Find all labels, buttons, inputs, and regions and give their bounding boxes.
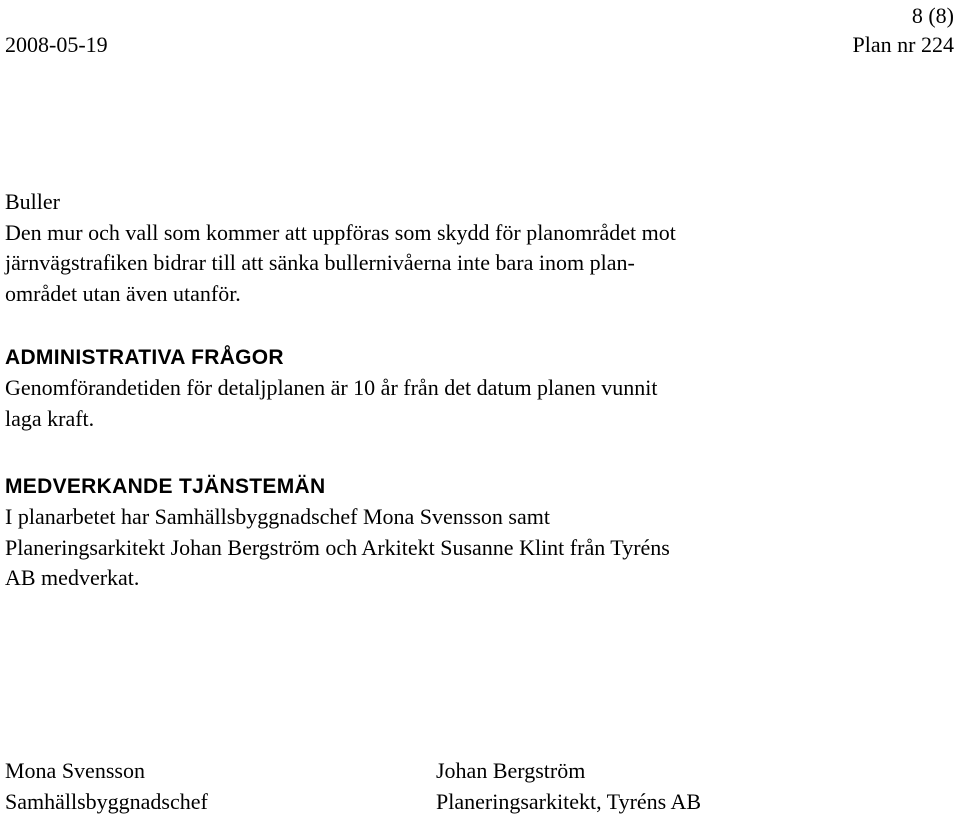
- section-administrativa: [5, 343, 955, 434]
- plan-number: Plan nr 224: [852, 32, 954, 57]
- signature-title: Planeringsarkitekt, Tyréns AB: [436, 788, 702, 814]
- signature-block-left: [5, 756, 208, 817]
- signature-name: Mona Svensson: [5, 758, 145, 783]
- section-body-buller: [5, 218, 955, 310]
- body-line: Planeringsarkitekt Johan Bergström och Arkitekt Susanne Klint från Tyréns: [5, 534, 670, 560]
- body-line: I planarbetet har Samhällsbyggnadschef Mona Svensson samt: [5, 504, 550, 529]
- body-line: Genomförandetiden för detaljplanen är 10 år från det datum planen vunnit: [5, 375, 658, 400]
- body-line: järnvägstrafiken bidrar till att sänka bullernivåerna inte bara inom plan-: [5, 250, 635, 275]
- section-heading-administrativa: ADMINISTRATIVA FRÅGOR: [5, 346, 284, 369]
- signature-block-right: [436, 756, 701, 817]
- section-heading-medverkande: MEDVERKANDE TJÄNSTEMÄN: [5, 475, 326, 498]
- section-medverkande: [5, 472, 955, 594]
- document-date: 2008-05-19: [5, 32, 108, 57]
- section-buller: [5, 187, 955, 309]
- body-line: AB medverkat.: [5, 565, 140, 590]
- signature-name: Johan Bergström: [436, 758, 586, 783]
- section-body-medverkande: [5, 502, 955, 594]
- page-number: 8 (8): [911, 3, 954, 28]
- section-body-administrativa: [5, 373, 955, 434]
- body-line: Den mur och vall som kommer att uppföras som skydd för planområdet mot: [5, 219, 676, 245]
- body-line: laga kraft.: [5, 405, 95, 431]
- signature-title: Samhällsbyggnadschef: [5, 788, 208, 814]
- section-title-buller: Buller: [5, 189, 60, 214]
- body-line: området utan även utanför.: [5, 280, 241, 306]
